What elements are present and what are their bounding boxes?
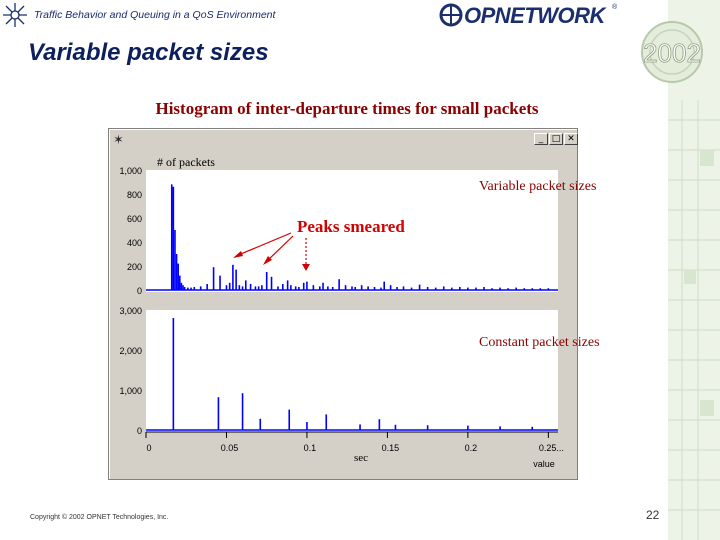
page-number: 22 [646,508,660,522]
y-tick-label: 1,000 [119,386,142,396]
minimize-button[interactable]: _ [534,133,548,145]
constant-sizes-label: Constant packet sizes [479,335,600,350]
trademark-symbol: ® [612,4,618,11]
x-axis-ticks [146,432,564,469]
y-tick-label: 3,000 [119,306,142,316]
y-tick-label: 400 [126,238,142,248]
x-tick-label: 0.2 [464,443,478,453]
x-tick-label: 0.15 [381,443,400,453]
maximize-button[interactable]: □ [549,133,563,145]
bottom-plot-area [146,310,558,432]
close-button[interactable]: ✕ [564,133,578,145]
y-tick-label: 1,000 [119,166,142,176]
slide-title: Variable packet sizes [28,39,269,66]
histogram-title: Histogram of inter-departure times for small packets [155,99,539,118]
peaks-smeared-label: Peaks smeared [297,217,405,236]
x-tick-label: 0.25... [538,443,564,453]
x-tick-label: 0.05 [220,443,239,453]
app-star-icon[interactable]: ✶ [113,132,124,147]
deck-title: Traffic Behavior and Queuing in a QoS Environment [34,9,276,21]
y-tick-label: 200 [126,262,142,272]
x-tick-label: 0.1 [303,443,317,453]
y-tick-label: 2,000 [119,346,142,356]
y-tick-label: 0 [136,286,142,296]
bottom-y-axis [119,306,142,436]
y-tick-label: 0 [136,426,142,436]
badge-year: 2002 [643,38,701,68]
y-tick-label: 600 [126,214,142,224]
packets-axis-label: # of packets [157,155,215,169]
brand-wordmark: OPNETWORK [464,3,605,28]
copyright-text: Copyright © 2002 OPNET Technologies, Inc. [30,514,169,521]
top-y-axis [119,166,142,296]
x-tick-label: 0 [146,443,152,453]
y-tick-label: 800 [126,190,142,200]
variable-sizes-label: Variable packet sizes [479,179,597,194]
x-value-label: value [533,459,555,469]
x-axis-label: sec [353,452,369,464]
